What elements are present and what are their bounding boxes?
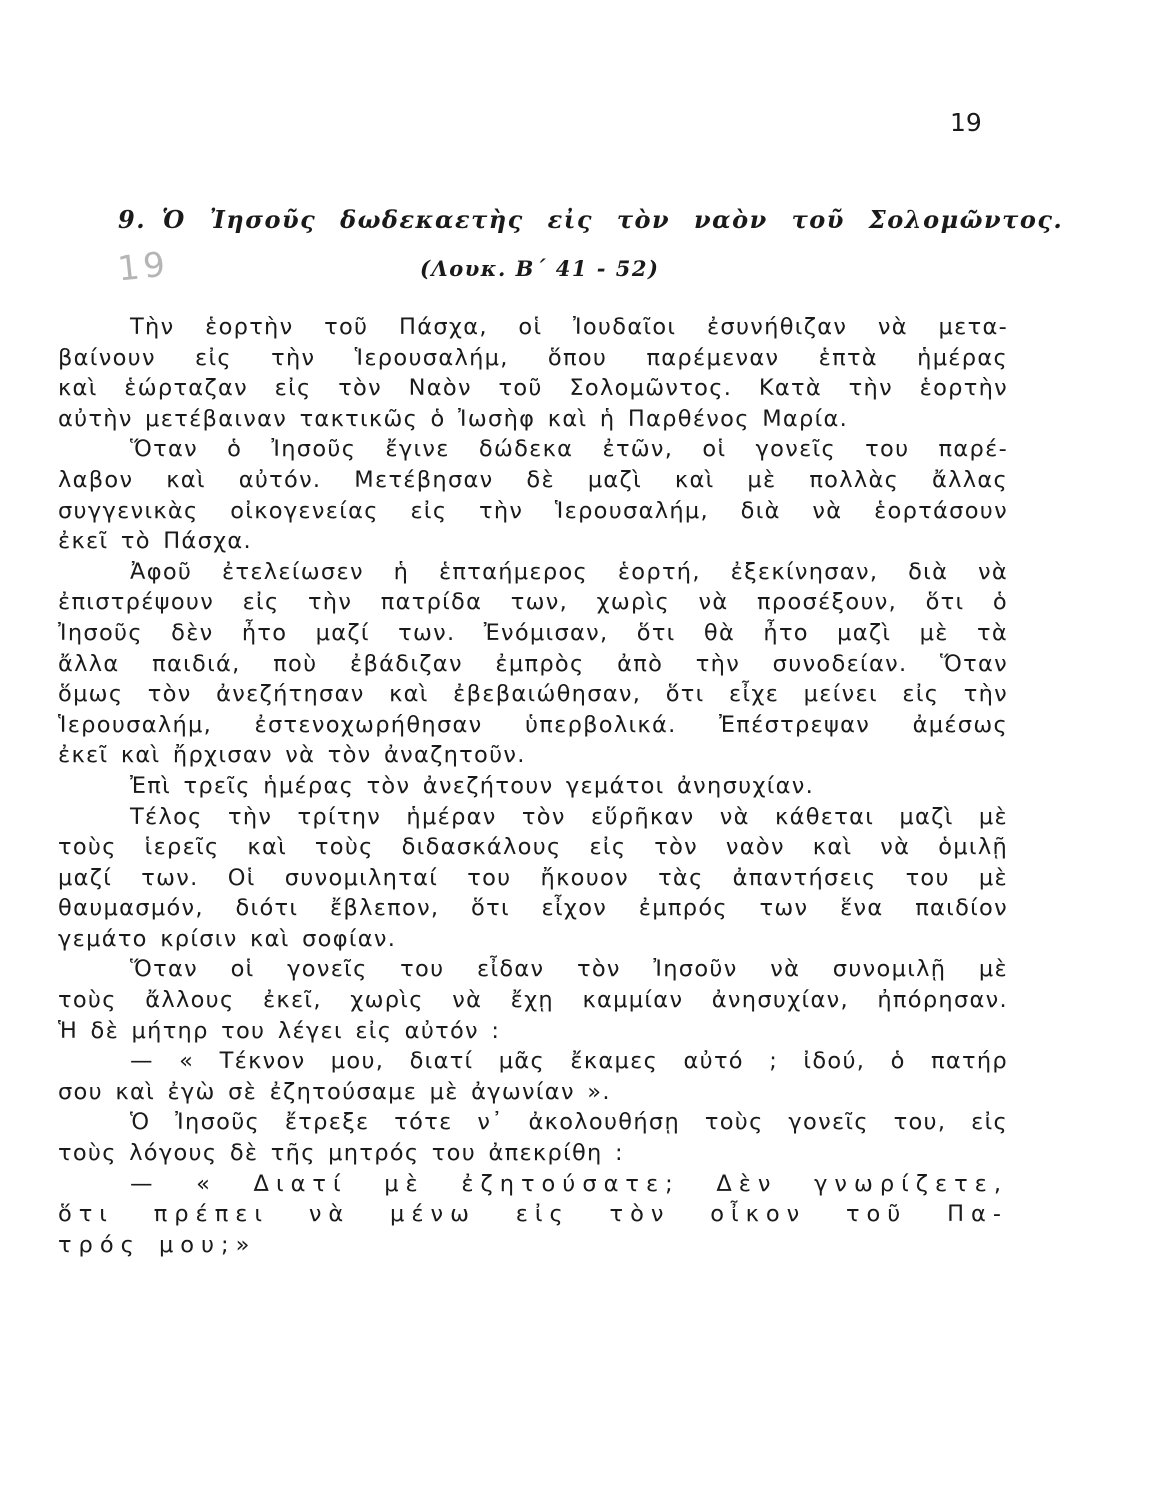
text-line: — « Διατί μὲ ἐζητούσατε; Δὲν γνωρίζετε,: [130, 1170, 1008, 1197]
text-line: τοὺς ἄλλους ἐκεῖ, χωρὶς νὰ ἔχῃ καμμίαν ἀνησυχίαν, ἠπόρησαν.: [58, 987, 1008, 1014]
scripture-reference: (Λουκ. Β΄ 41 - 52): [420, 256, 660, 281]
text-line: τρός μου;»: [58, 1231, 257, 1258]
chapter-number: 9.: [118, 205, 147, 234]
text-line: γεμάτο κρίσιν καὶ σοφίαν.: [58, 925, 397, 952]
text-line: λαβον καὶ αὐτόν. Μετέβησαν δὲ μαζὶ καὶ μὲ πολλὰς ἄλλας: [58, 466, 1008, 493]
text-line: ἐκεῖ τὸ Πάσχα.: [58, 528, 253, 555]
text-line: βαίνουν εἰς τὴν Ἱερουσαλήμ, ὅπου παρέμεναν ἑπτὰ ἡμέρας: [58, 344, 1008, 371]
text-line: Ἐπὶ τρεῖς ἡμέρας τὸν ἀνεζήτουν γεμάτοι ἀνησυχίαν.: [130, 772, 815, 799]
chapter-title: Ὁ Ἰησοῦς δωδεκαετὴς εἰς τὸν ναὸν τοῦ Σολομῶντος.: [161, 205, 1064, 234]
text-line: ἄλλα παιδιά, ποὺ ἐβάδιζαν ἐμπρὸς ἀπὸ τὴν συνοδείαν. Ὅταν: [58, 650, 1008, 677]
text-line: Ἱερουσαλήμ, ἐστενοχωρήθησαν ὑπερβολικά. Ἐπέστρεψαν ἀμέσως: [58, 711, 1008, 738]
text-line: τοὺς ἱερεῖς καὶ τοὺς διδασκάλους εἰς τὸν ναὸν καὶ νὰ ὁμιλῇ: [58, 834, 1008, 861]
text-line: — « Τέκνον μου, διατί μᾶς ἔκαμες αὐτό ; ἰδού, ὁ πατήρ: [130, 1048, 1008, 1075]
text-line: ὅτι πρέπει νὰ μένω εἰς τὸν οἶκον τοῦ Πα-: [58, 1201, 1008, 1228]
text-line: Ὁ Ἰησοῦς ἔτρεξε τότε ν᾽ ἀκολουθήσῃ τοὺς γονεῖς του, εἰς: [130, 1109, 1008, 1136]
text-line: Ἰησοῦς δὲν ἦτο μαζί των. Ἐνόμισαν, ὅτι θὰ ἦτο μαζὶ μὲ τὰ: [58, 619, 1008, 646]
text-line: καὶ ἑώρταζαν εἰς τὸν Ναὸν τοῦ Σολομῶντος. Κατὰ τὴν ἑορτὴν: [58, 375, 1008, 402]
text-line: Τὴν ἑορτὴν τοῦ Πάσχα, οἱ Ἰουδαῖοι ἐσυνήθιζαν νὰ μετα-: [130, 314, 1008, 340]
text-line: θαυμασμόν, διότι ἔβλεπον, ὅτι εἶχον ἐμπρός των ἕνα παιδίον: [58, 895, 1008, 922]
text-line: σου καὶ ἐγὼ σὲ ἐζητούσαμε μὲ ἀγωνίαν ».: [58, 1078, 611, 1105]
text-line: ἐκεῖ καὶ ἤρχισαν νὰ τὸν ἀναζητοῦν.: [58, 742, 526, 769]
text-line: αὐτὴν μετέβαιναν τακτικῶς ὁ Ἰωσὴφ καὶ ἡ Παρθένος Μαρία.: [58, 405, 849, 432]
pencil-annotation: 19: [115, 244, 171, 290]
text-line: Ὅταν οἱ γονεῖς του εἶδαν τὸν Ἰησοῦν νὰ συνομιλῇ μὲ: [130, 956, 1008, 983]
text-line: Ἀφοῦ ἐτελείωσεν ἡ ἑπταήμερος ἑορτή, ἐξεκίνησαν, διὰ νὰ: [130, 558, 1008, 585]
text-line: Ἡ δὲ μήτηρ του λέγει εἰς αὐτόν :: [58, 1017, 501, 1044]
text-line: συγγενικὰς οἰκογενείας εἰς τὴν Ἱερουσαλήμ, διὰ νὰ ἑορτάσουν: [58, 497, 1008, 524]
page-number: 19: [950, 108, 982, 137]
text-line: Τέλος τὴν τρίτην ἡμέραν τὸν εὕρῆκαν νὰ κάθεται μαζὶ μὲ: [130, 803, 1008, 830]
text-line: μαζί των. Οἱ συνομιληταί του ἤκουον τὰς ἀπαντήσεις του μὲ: [58, 864, 1008, 891]
text-line: Ὅταν ὁ Ἰησοῦς ἔγινε δώδεκα ἐτῶν, οἱ γονεῖς του παρέ-: [130, 436, 1008, 463]
text-line: τοὺς λόγους δὲ τῆς μητρός του ἀπεκρίθη :: [58, 1140, 624, 1167]
text-line: ἐπιστρέψουν εἰς τὴν πατρίδα των, χωρὶς νὰ προσέξουν, ὅτι ὁ: [58, 589, 1008, 616]
text-line: ὅμως τὸν ἀνεζήτησαν καὶ ἐβεβαιώθησαν, ὅτι εἶχε μείνει εἰς τὴν: [58, 681, 1008, 708]
chapter-body: [58, 312, 1008, 1260]
chapter-heading: [118, 205, 1064, 234]
